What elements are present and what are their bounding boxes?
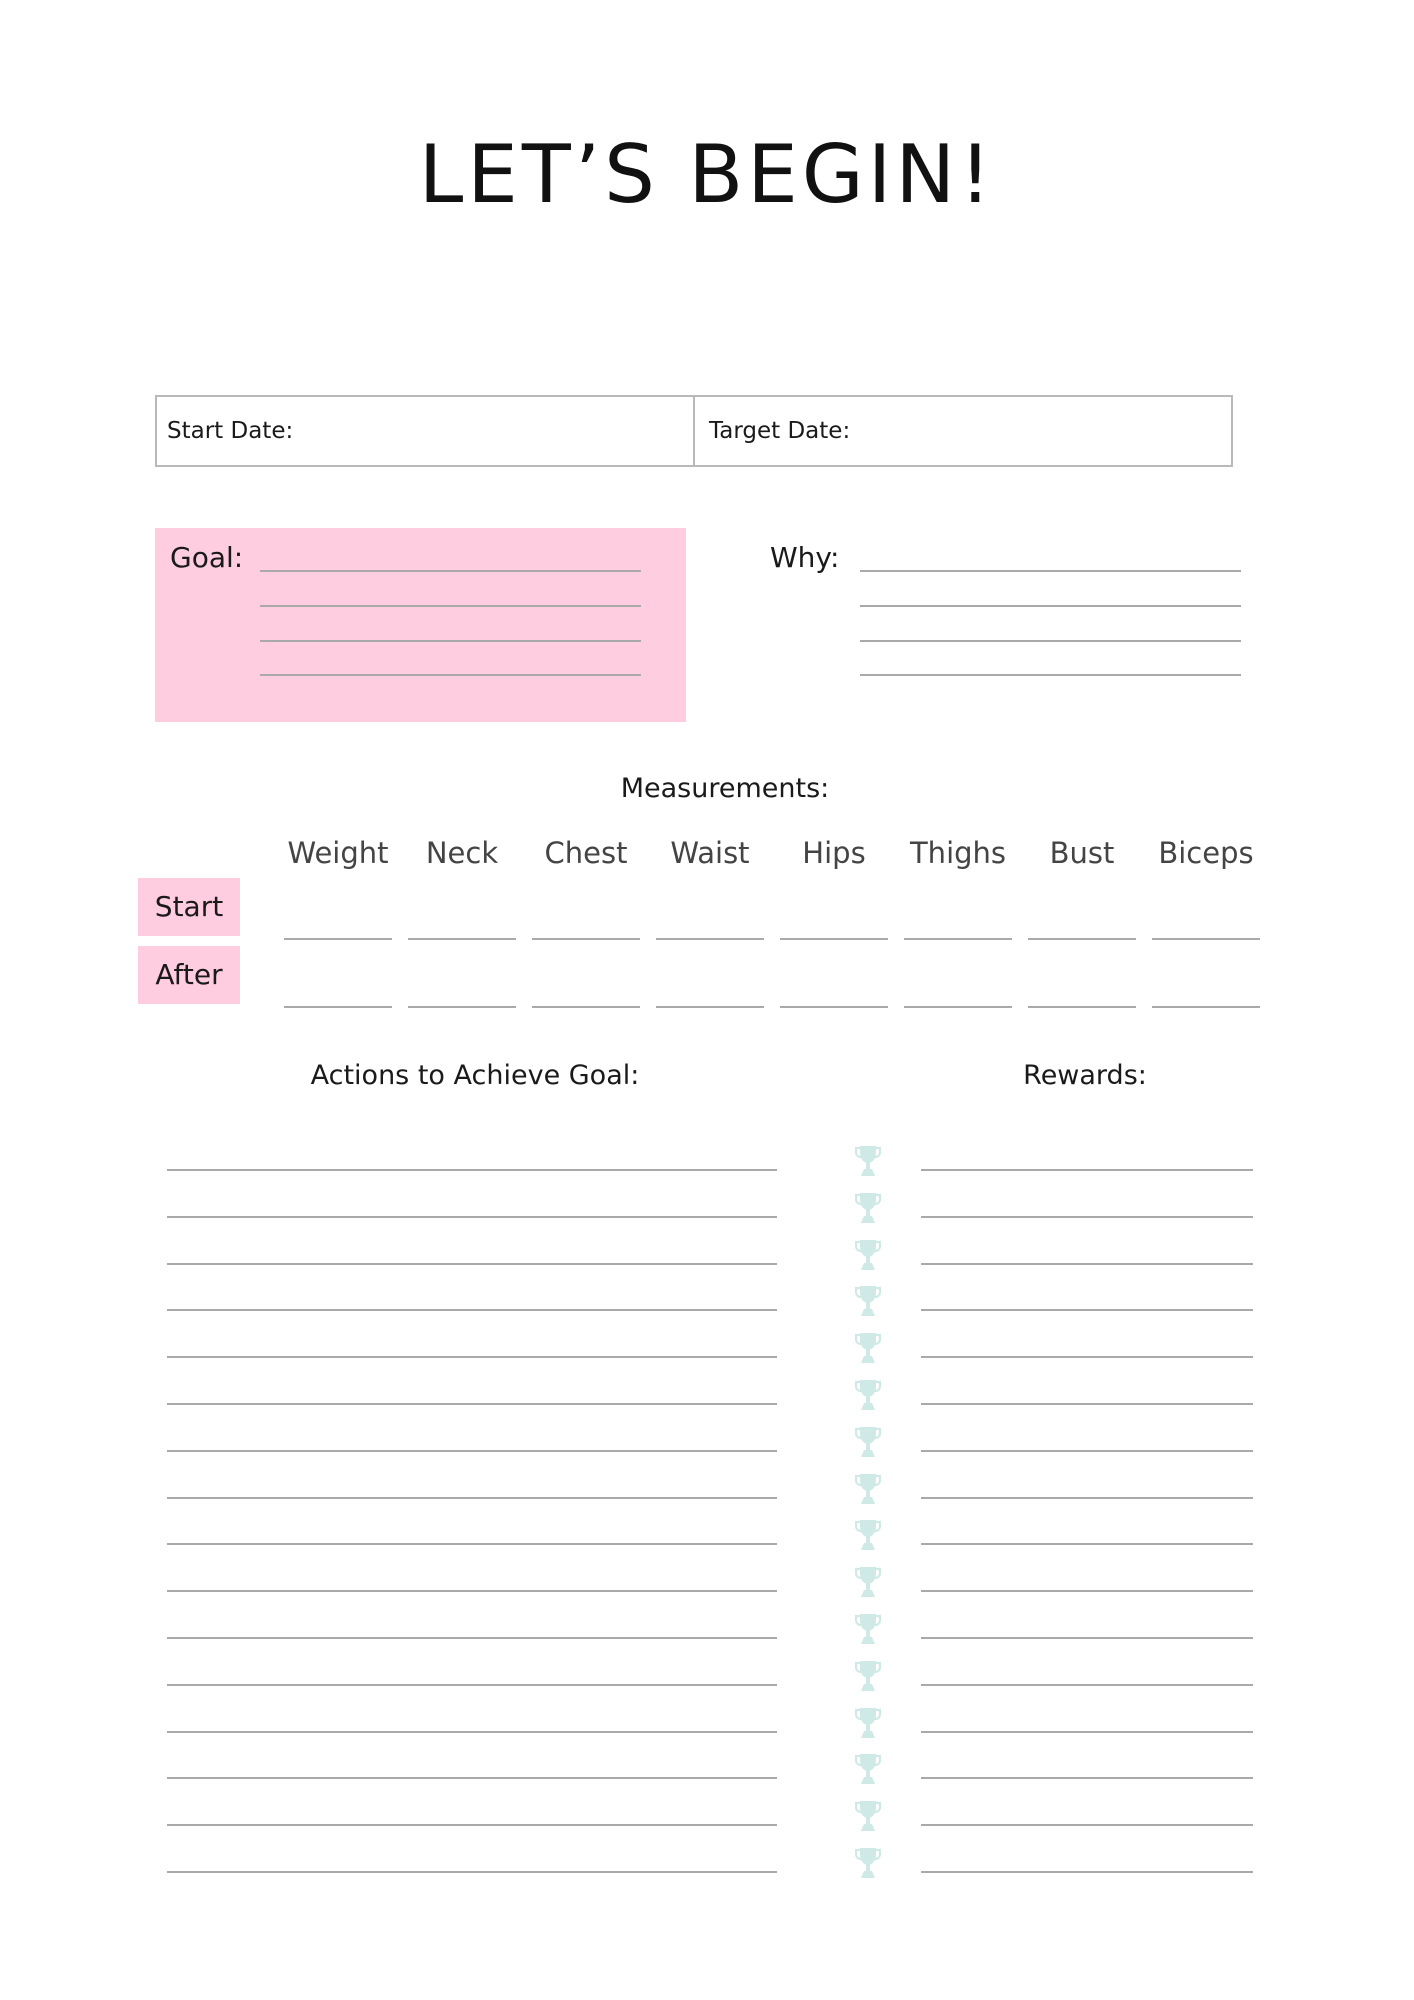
- trophy-icon: [855, 1239, 881, 1271]
- reward-line[interactable]: [921, 1543, 1253, 1545]
- measurement-start-bust[interactable]: [1028, 938, 1136, 940]
- action-line[interactable]: [167, 1450, 777, 1452]
- measurement-after-neck[interactable]: [408, 1006, 516, 1008]
- action-line[interactable]: [167, 1871, 777, 1873]
- trophy-icon: [855, 1800, 881, 1832]
- measurement-start-biceps[interactable]: [1152, 938, 1260, 940]
- action-line[interactable]: [167, 1169, 777, 1171]
- trophy-icon: [855, 1473, 881, 1505]
- goal-line[interactable]: [260, 640, 641, 642]
- measurement-after-weight[interactable]: [284, 1006, 392, 1008]
- measurement-header-hips: Hips: [802, 836, 866, 870]
- target-date-label: Target Date:: [709, 418, 851, 444]
- measurement-header-biceps: Biceps: [1158, 836, 1254, 870]
- why-line[interactable]: [860, 605, 1241, 607]
- measurement-after-hips[interactable]: [780, 1006, 888, 1008]
- goal-line[interactable]: [260, 605, 641, 607]
- reward-line[interactable]: [921, 1824, 1253, 1826]
- goal-label: Goal:: [170, 541, 244, 574]
- why-line[interactable]: [860, 570, 1241, 572]
- why-label: Why:: [770, 541, 840, 574]
- action-line[interactable]: [167, 1731, 777, 1733]
- trophy-icon: [855, 1426, 881, 1458]
- action-line[interactable]: [167, 1309, 777, 1311]
- trophy-icon: [855, 1707, 881, 1739]
- trophy-icon: [855, 1192, 881, 1224]
- action-line[interactable]: [167, 1684, 777, 1686]
- action-line[interactable]: [167, 1543, 777, 1545]
- reward-line[interactable]: [921, 1590, 1253, 1592]
- row-tag-start: Start: [138, 878, 240, 936]
- reward-line[interactable]: [921, 1731, 1253, 1733]
- trophy-icon: [855, 1753, 881, 1785]
- trophy-icon: [855, 1613, 881, 1645]
- start-date-field[interactable]: [155, 395, 695, 467]
- trophy-icon: [855, 1332, 881, 1364]
- action-line[interactable]: [167, 1590, 777, 1592]
- measurement-header-chest: Chest: [544, 836, 628, 870]
- reward-line[interactable]: [921, 1216, 1253, 1218]
- why-line[interactable]: [860, 640, 1241, 642]
- measurement-start-neck[interactable]: [408, 938, 516, 940]
- reward-line[interactable]: [921, 1356, 1253, 1358]
- action-line[interactable]: [167, 1497, 777, 1499]
- action-line[interactable]: [167, 1777, 777, 1779]
- why-line[interactable]: [860, 674, 1241, 676]
- measurement-start-thighs[interactable]: [904, 938, 1012, 940]
- measurement-after-thighs[interactable]: [904, 1006, 1012, 1008]
- action-line[interactable]: [167, 1263, 777, 1265]
- reward-line[interactable]: [921, 1450, 1253, 1452]
- reward-line[interactable]: [921, 1637, 1253, 1639]
- reward-line[interactable]: [921, 1497, 1253, 1499]
- start-date-label: Start Date:: [167, 418, 294, 444]
- actions-title: Actions to Achieve Goal:: [310, 1060, 640, 1091]
- trophy-icon: [855, 1566, 881, 1598]
- reward-line[interactable]: [921, 1871, 1253, 1873]
- page-title: LET’S BEGIN!: [418, 128, 996, 221]
- action-line[interactable]: [167, 1637, 777, 1639]
- measurements-title: Measurements:: [620, 773, 830, 804]
- measurement-start-hips[interactable]: [780, 938, 888, 940]
- action-line[interactable]: [167, 1356, 777, 1358]
- reward-line[interactable]: [921, 1403, 1253, 1405]
- trophy-icon: [855, 1379, 881, 1411]
- trophy-icon: [855, 1847, 881, 1879]
- trophy-icon: [855, 1660, 881, 1692]
- reward-line[interactable]: [921, 1169, 1253, 1171]
- reward-line[interactable]: [921, 1263, 1253, 1265]
- target-date-field[interactable]: [693, 395, 1233, 467]
- measurement-after-waist[interactable]: [656, 1006, 764, 1008]
- reward-line[interactable]: [921, 1684, 1253, 1686]
- reward-line[interactable]: [921, 1777, 1253, 1779]
- measurement-header-thighs: Thighs: [909, 836, 1007, 870]
- measurement-after-biceps[interactable]: [1152, 1006, 1260, 1008]
- action-line[interactable]: [167, 1403, 777, 1405]
- reward-line[interactable]: [921, 1309, 1253, 1311]
- action-line[interactable]: [167, 1824, 777, 1826]
- action-line[interactable]: [167, 1216, 777, 1218]
- row-tag-after: After: [138, 946, 240, 1004]
- goal-line[interactable]: [260, 570, 641, 572]
- measurement-start-weight[interactable]: [284, 938, 392, 940]
- measurement-header-waist: Waist: [670, 836, 750, 870]
- measurement-start-waist[interactable]: [656, 938, 764, 940]
- measurement-after-bust[interactable]: [1028, 1006, 1136, 1008]
- trophy-icon: [855, 1519, 881, 1551]
- measurement-header-bust: Bust: [1049, 836, 1115, 870]
- measurement-header-neck: Neck: [425, 836, 499, 870]
- trophy-icon: [855, 1285, 881, 1317]
- trophy-icon: [855, 1145, 881, 1177]
- goal-line[interactable]: [260, 674, 641, 676]
- measurement-after-chest[interactable]: [532, 1006, 640, 1008]
- rewards-title: Rewards:: [1023, 1060, 1147, 1091]
- measurement-header-weight: Weight: [287, 836, 389, 870]
- measurement-start-chest[interactable]: [532, 938, 640, 940]
